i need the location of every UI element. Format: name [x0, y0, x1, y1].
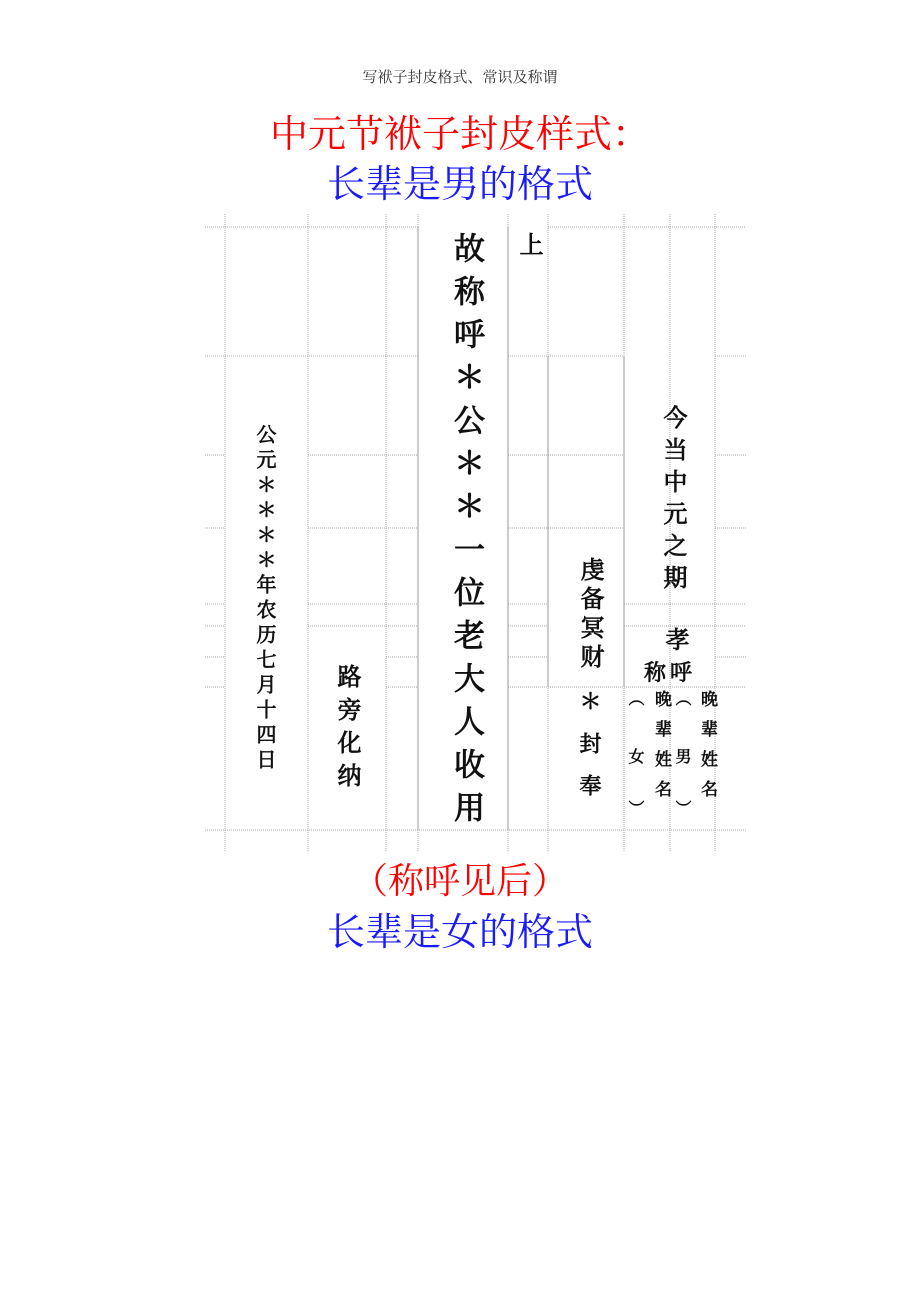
filial-word: 孝 [661, 627, 689, 651]
female-paren-open: （ [626, 690, 645, 706]
appellation-label: 称呼 [644, 661, 697, 686]
male-mark: 男 [673, 748, 692, 764]
female-format-title: 长辈是女的格式 [326, 910, 593, 954]
see-after-note: （称呼见后） [351, 861, 568, 902]
male-paren-open: （ [673, 690, 692, 706]
date-column: 公元＊＊＊＊年农历七月十四日 [253, 424, 277, 774]
prepared-column: 虔备冥财 [576, 557, 604, 673]
female-mark: 女 [626, 748, 645, 764]
female-paren-close: ） [626, 800, 645, 816]
female-junior-name: 晚辈姓名 [651, 690, 671, 810]
occasion-column: 今当中元之期 [659, 405, 687, 597]
male-format-title: 长辈是男的格式 [326, 162, 593, 206]
male-junior-name: 晚辈姓名 [697, 690, 717, 810]
roadside-column: 路旁化纳 [333, 664, 361, 796]
top-word: 上 [515, 232, 543, 256]
male-paren-close: ） [673, 800, 692, 816]
main-title: 中元节袱子封皮样式： [269, 112, 650, 156]
sealed-column: ＊封奉 [576, 690, 601, 816]
document-header: 写袱子封皮格式、常识及称谓 [362, 68, 558, 86]
recipient-column: 故称呼＊公＊＊一位老大人收用 [448, 232, 484, 834]
